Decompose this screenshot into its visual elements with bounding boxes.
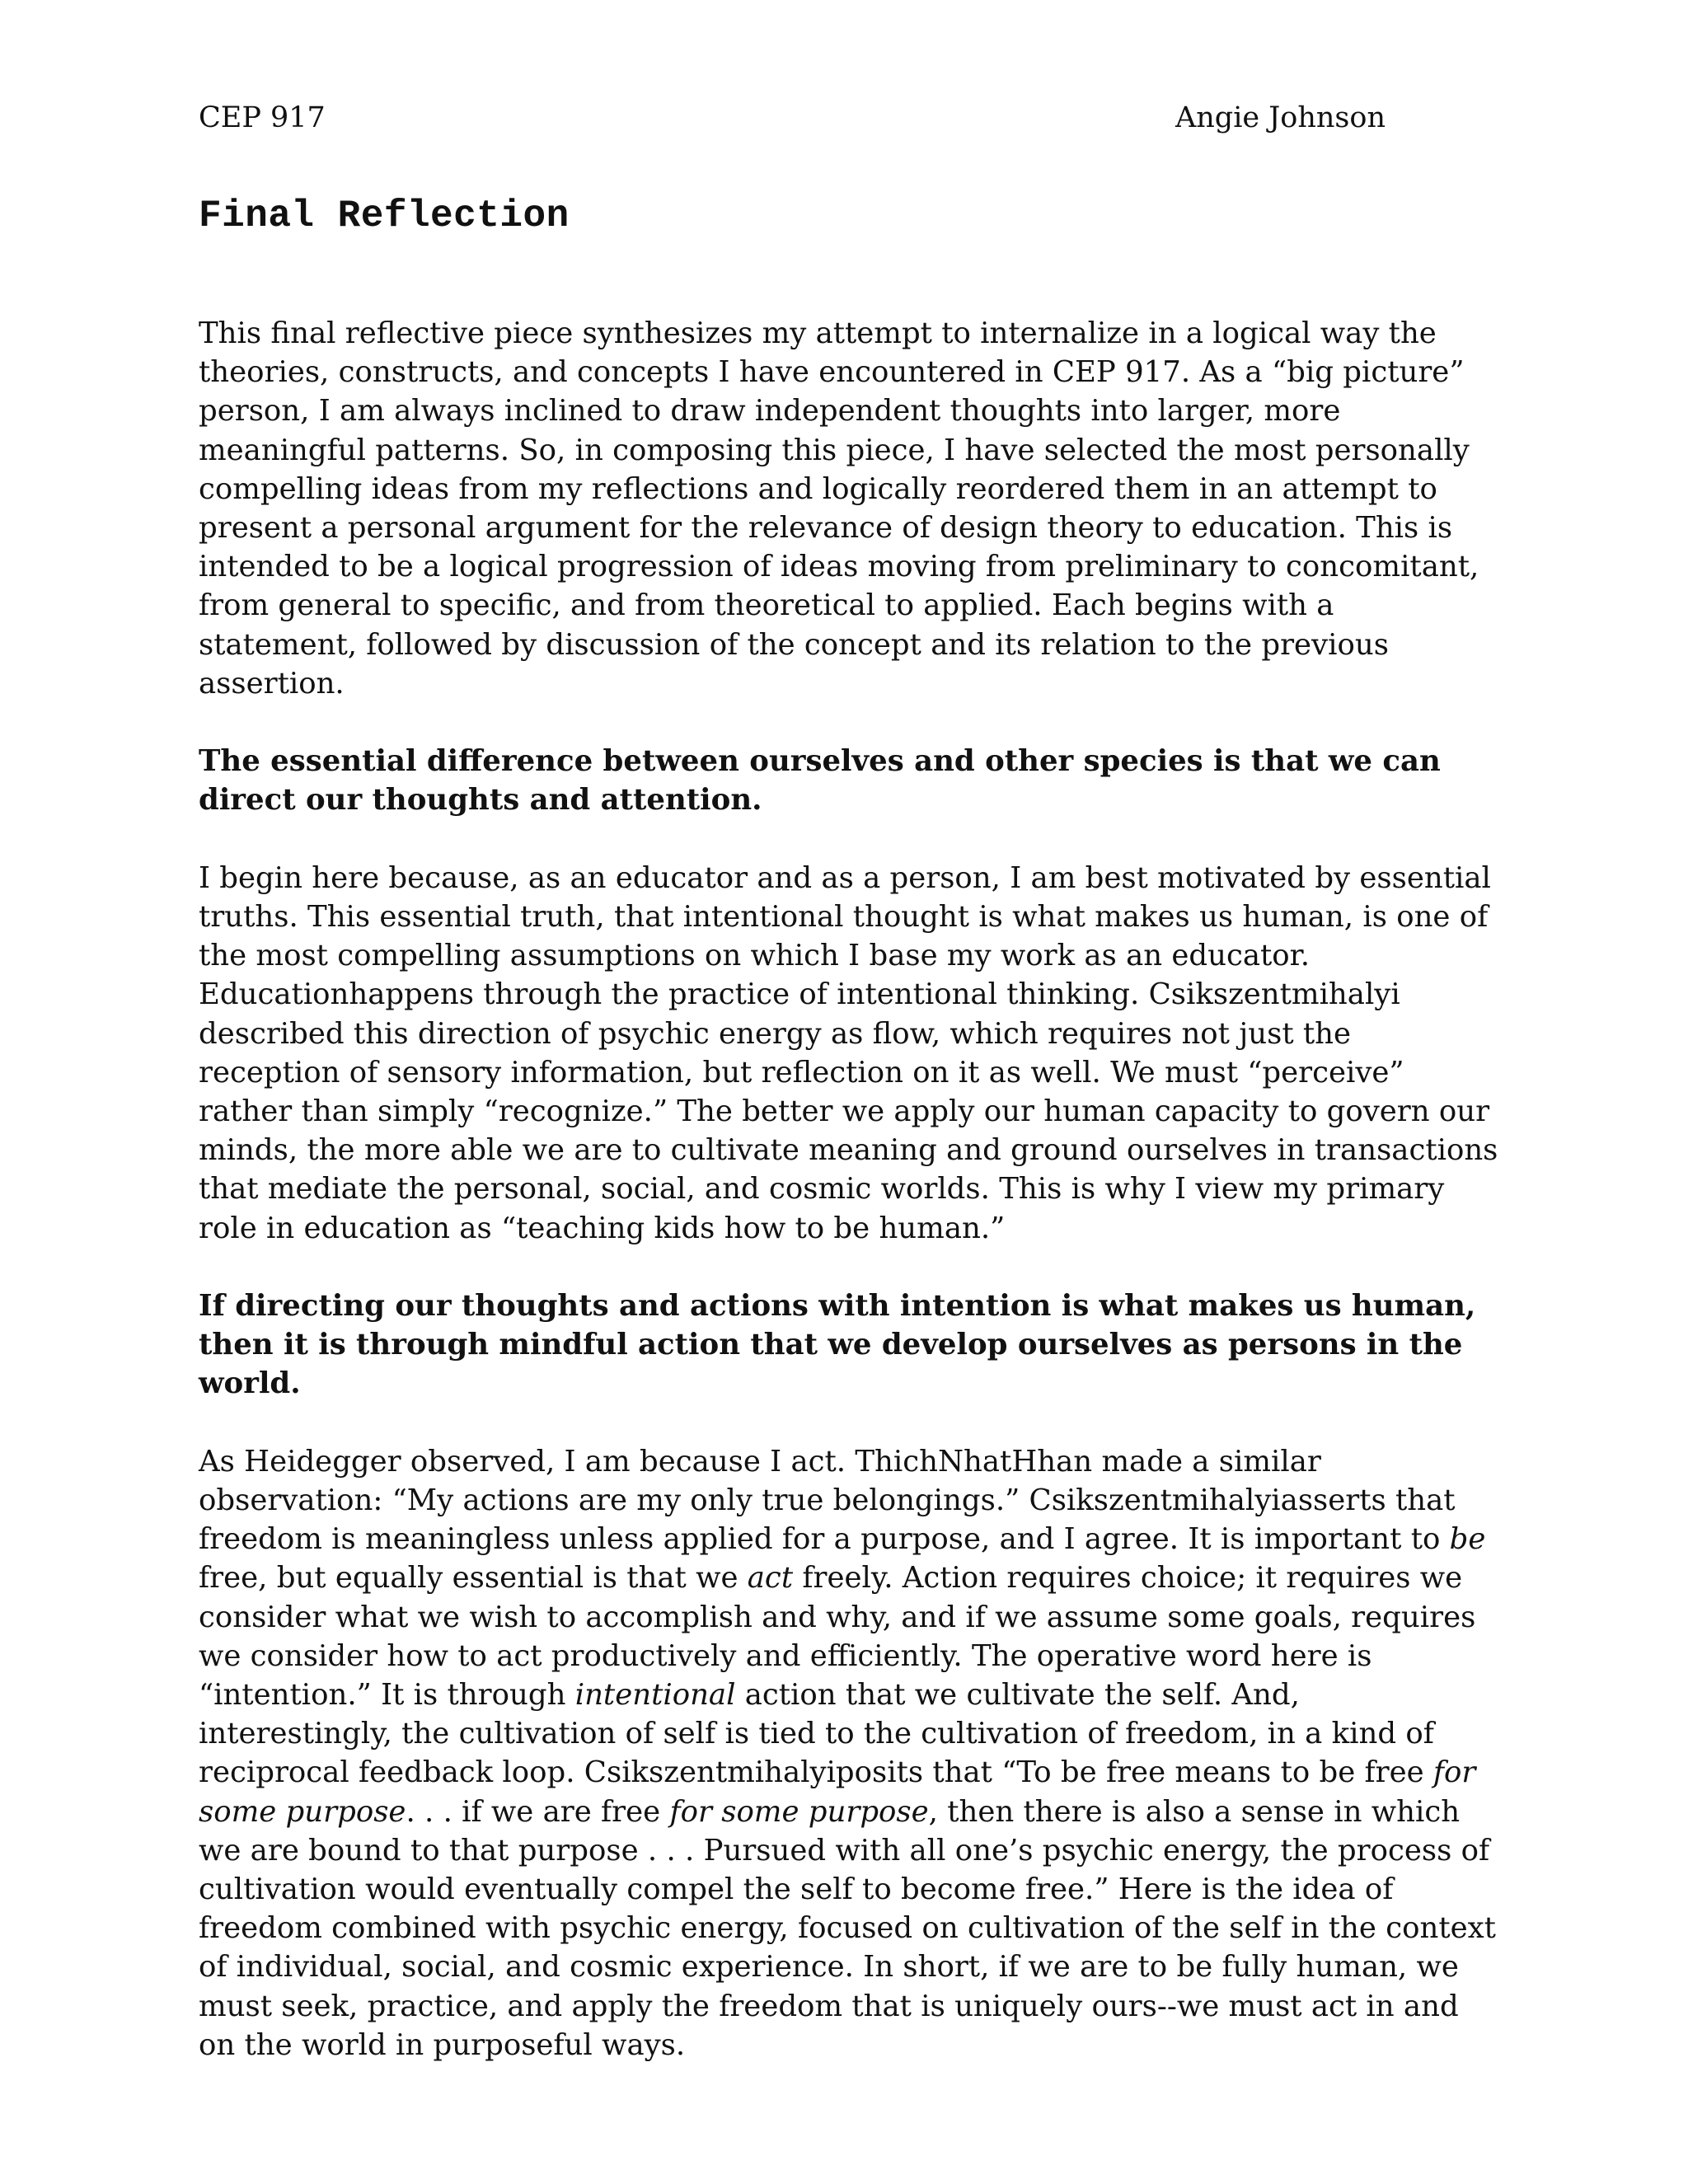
text-run: free, but equally essential is that we — [199, 1561, 748, 1596]
intro-paragraph: This final reflective piece synthesizes my attempt to internalize in a logical way the theories, constructs, and concepts I have encountered in CEP 917. As a “big picture” person, I am always inclined to draw independent thoughts into larger, more meaningful patterns. So, in composing this piece, I have selected the most personally compelling ideas from my reflections and logically reordered them in an attempt to present a personal argument for the relevance of design theory to education. This is intended to be a logical progression of ideas moving from preliminary to concomitant, from general to specific, and from theoretical to applied. Each begins with a statement, followed by discussion of the concept and its relation to the previous assertion. — [199, 316, 1479, 701]
emphasis-run: for some purpose — [669, 1794, 929, 1829]
text-run: As Heidegger observed, I am because I act. ThichNhatHhan made a similar observation: “My actions are my only true belongings.” Csikszentmihalyiasserts that freedom is meaningless unless applied for a purpose, and I agree. It is important to — [199, 1444, 1456, 1557]
statement-heading-1: The essential difference between ourselves and other species is that we can direct our thoughts and attention. — [199, 744, 1441, 818]
emphasis-run: for some purpose — [199, 1755, 1476, 1829]
emphasis-run: be — [1449, 1522, 1486, 1557]
text-run: , then there is also a sense in which we are bound to that purpose . . . Pursued with all one’s psychic energy, the process of cultivation would eventually compel the self to become free.” Here is the idea of freedom combined with psychic energy, focused on cultivation of the self in the context of individual, social, and cosmic experience. In short, if we are to be fully human, we must seek, practice, and apply the freedom that is uniquely ours--we must act in and on the world in purposeful ways. — [199, 1794, 1496, 2062]
text-run: freely. Action requires choice; it requires we consider what we wish to accomplish and why, and if we assume some goals, requires we consider how to act productively and efficiently. The operative word here is “intention.” It is through — [199, 1561, 1476, 1713]
statement-heading-2: If directing our thoughts and actions with intention is what makes us human, then it is through mindful action that we develop ourselves as persons in the world. — [199, 1289, 1476, 1401]
author-name: Angie Johnson — [1175, 101, 1386, 134]
emphasis-run: act — [747, 1561, 794, 1596]
course-code: CEP 917 — [199, 101, 326, 134]
text-run: . . . if we are free — [406, 1794, 670, 1829]
emphasis-run: intentional — [574, 1678, 736, 1713]
text-run: action that we cultivate the self. And, interestingly, the cultivation of self is tied to the cultivation of freedom, in a kind of reciprocal feedback loop. Csikszentmihalyiposits that “To be free means to be free — [199, 1678, 1434, 1790]
discussion-paragraph-1: I begin here because, as an educator and as a person, I am best motivated by essential truths. This essential truth, that intentional thought is what makes us human, is one of the most compelling assumptions on which I base my work as an educator. Educationhappens through the practice of intentional thinking. Csikszentmihalyi described this direction of psychic energy as flow, which requires not just the reception of sensory information, but reflection on it as well. We must “perceive” rather than simply “recognize.” The better we apply our human capacity to govern our minds, the more able we are to cultivate meaning and ground ourselves in transactions that mediate the personal, social, and cosmic worlds. This is why I view my primary role in education as “teaching kids how to be human.” — [199, 860, 1498, 1245]
document-title: Final Reflection — [199, 194, 570, 237]
document-body — [199, 314, 1501, 2103]
discussion-paragraph-2 — [199, 1442, 1501, 2064]
